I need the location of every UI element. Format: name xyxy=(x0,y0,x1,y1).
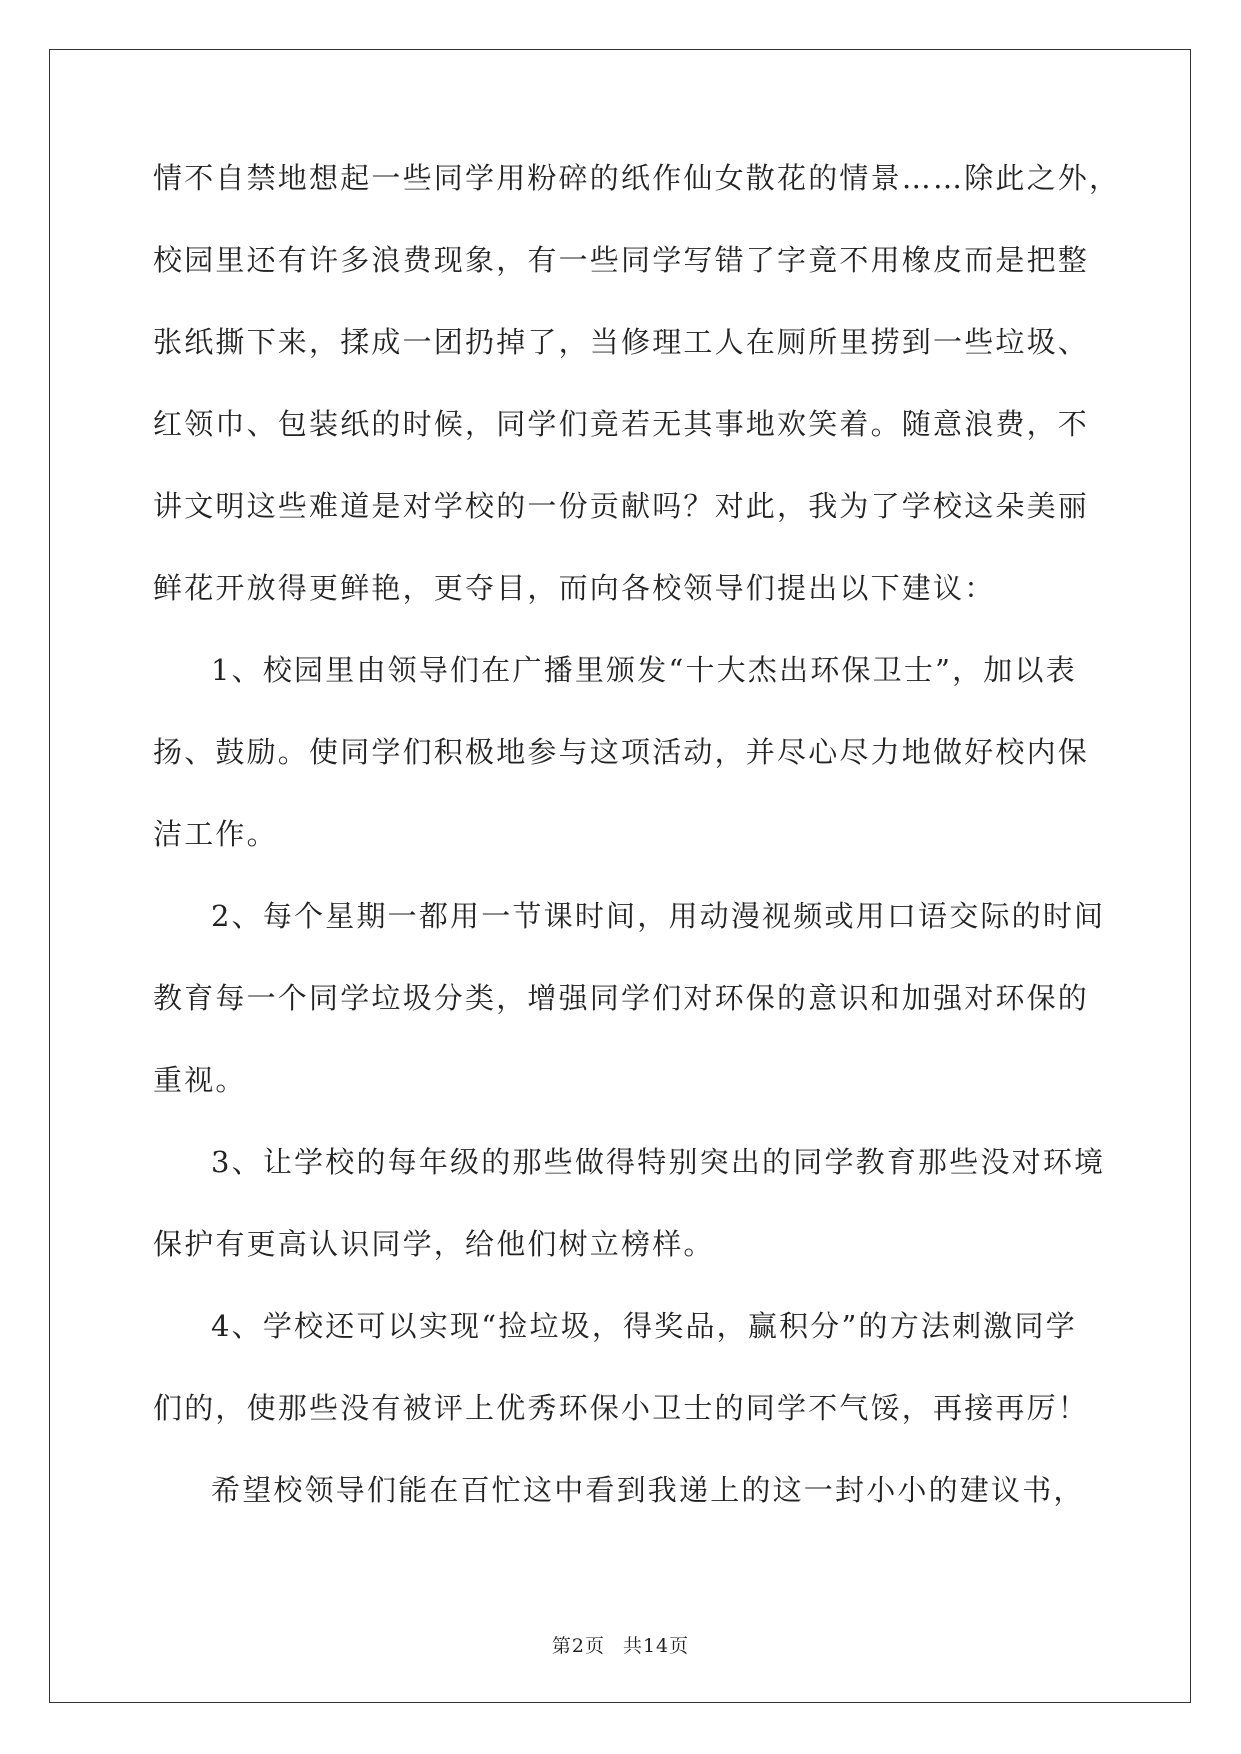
text-line: 重视。 xyxy=(153,1063,247,1097)
text-line: 保护有更高认识同学，给他们树立榜样。 xyxy=(153,1227,715,1261)
text-line: 扬、鼓励。使同学们积极地参与这项活动，并尽心尽力地做好校内保 xyxy=(153,735,1090,769)
page-total: 共14页 xyxy=(622,1635,690,1657)
paragraph-2-start: 2、每个星期一都用一节课时间，用动漫视频或用口语交际的时间 xyxy=(211,899,1106,933)
text-line: 情不自禁地想起一些同学用粉碎的纸作仙女散花的情景……除此之外， xyxy=(153,161,1121,195)
text-line: 洁工作。 xyxy=(153,817,278,851)
text-line: 张纸撕下来，揉成一团扔掉了，当修理工人在厕所里捞到一些垃圾、 xyxy=(153,325,1090,359)
paragraph-4-start: 4、学校还可以实现“捡垃圾，得奖品，赢积分”的方法刺激同学 xyxy=(211,1309,1077,1343)
page-number: 第2页 xyxy=(551,1635,605,1657)
document-body xyxy=(153,161,1121,1557)
text-line: 校园里还有许多浪费现象，有一些同学写错了字竟不用橡皮而是把整 xyxy=(153,243,1090,277)
paragraph-3-start: 3、让学校的每年级的那些做得特别突出的同学教育那些没对环境 xyxy=(211,1145,1106,1179)
closing-paragraph-start: 希望校领导们能在百忙这中看到我递上的这一封小小的建议书， xyxy=(211,1473,1085,1507)
paragraph-1-start: 1、校园里由领导们在广播里颁发“十大杰出环保卫士”，加以表 xyxy=(211,653,1077,687)
text-line: 教育每一个同学垃圾分类，增强同学们对环保的意识和加强对环保的 xyxy=(153,981,1090,1015)
text-line: 红领巾、包装纸的时候，同学们竟若无其事地欢笑着。随意浪费，不 xyxy=(153,407,1090,441)
text-line: 们的，使那些没有被评上优秀环保小卫士的同学不气馁，再接再厉！ xyxy=(153,1391,1090,1425)
page-footer xyxy=(0,1631,1241,1658)
text-line: 讲文明这些难道是对学校的一份贡献吗？对此，我为了学校这朵美丽 xyxy=(153,489,1090,523)
text-line: 鲜花开放得更鲜艳，更夺目，而向各校领导们提出以下建议： xyxy=(153,571,996,605)
